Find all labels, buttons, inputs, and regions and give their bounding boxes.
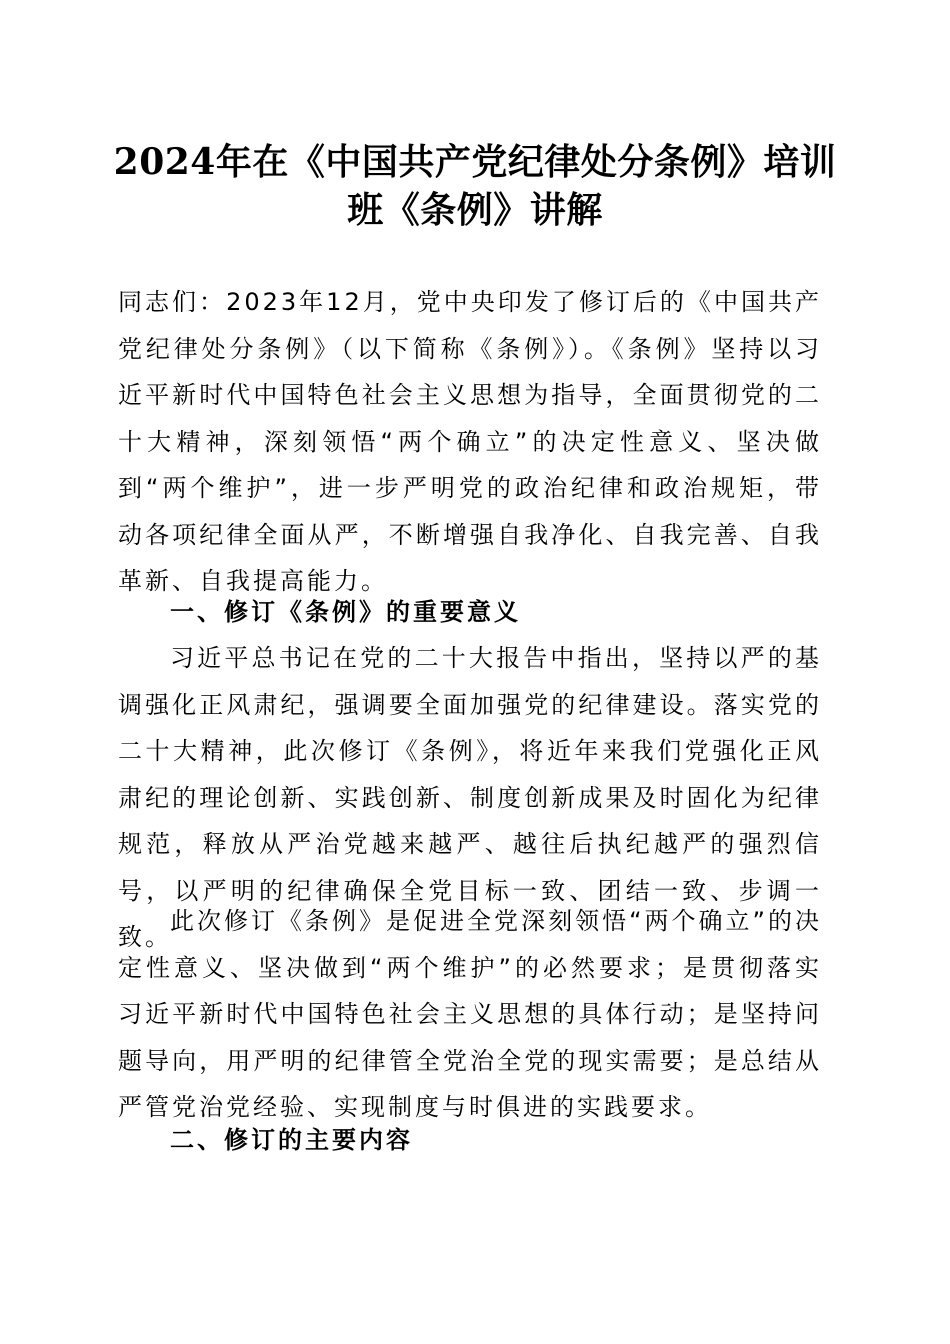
document-title	[110, 138, 840, 234]
section-heading-1: 一、修订《条例》的重要意义	[170, 598, 521, 626]
section-1-paragraph-1: 习近平总书记在党的二十大报告中指出，坚持以严的基调强化正风肃纪，强调要全面加强党的纪律建设。落实党的二十大精神，此次修订《条例》，将近年来我们党强化正风肃纪的理论创新、实践创新、制度创新成果及时固化为纪律规范，释放从严治党越来越严、越往后执纪越严的强烈信号，以严明的纪律确保全党目标一致、团结一致、步调一致。	[118, 644, 822, 951]
section-heading-2: 二、修订的主要内容	[170, 1126, 413, 1154]
title-line-1: 2024年在《中国共产党纪律处分条例》培训	[113, 141, 837, 183]
intro-paragraph: 同志们：2023年12月，党中央印发了修订后的《中国共产党纪律处分条例》（以下简称《条例》）。《条例》坚持以习近平新时代中国特色社会主义思想为指导，全面贯彻党的二十大精神，深刻领悟“两个确立”的决定性意义、坚决做到“两个维护”，进一步严明党的政治纪律和政治规矩，带动各项纪律全面从严，不断增强自我净化、自我完善、自我革新、自我提高能力。	[118, 288, 822, 595]
title-line-2: 班《条例》讲解	[347, 189, 603, 231]
section-1-paragraph-2: 此次修订《条例》是促进全党深刻领悟“两个确立”的决定性意义、坚决做到“两个维护”的必然要求；是贯彻落实习近平新时代中国特色社会主义思想的具体行动；是坚持问题导向，用严明的纪律管全党治全党的现实需要；是总结从严管党治党经验、实现制度与时俱进的实践要求。	[118, 907, 822, 1121]
